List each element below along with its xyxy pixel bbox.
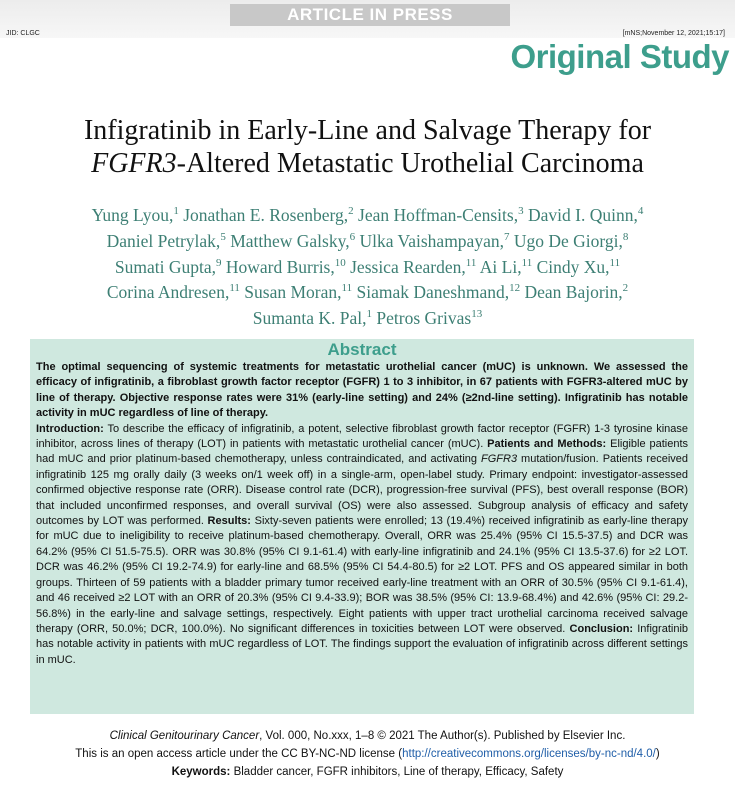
keywords-line [0, 763, 735, 781]
author-name: Howard Burris, [225, 256, 335, 277]
author-affiliation: 2 [348, 205, 354, 217]
license-line [0, 745, 735, 763]
author-name: David I. Quinn, [527, 204, 638, 225]
author-affiliation: 1 [173, 205, 179, 217]
author-name: Matthew Galsky, [230, 230, 350, 251]
author-name: Sumanta K. Pal, [252, 308, 367, 329]
author-affiliation: 8 [622, 230, 629, 243]
results-label: Results: [207, 515, 251, 528]
author-name: Cindy Xu, [536, 256, 610, 277]
license-text: This is an open access article under the CC BY-NC-ND license ( [75, 748, 403, 760]
author-affiliation: 10 [334, 256, 346, 269]
author-line [10, 252, 725, 278]
article-in-press-banner: ARTICLE IN PRESS [230, 4, 510, 26]
results-text: Sixty-seven patients were enrolled; 13 (19.4%) received infigratinib as early-line therapy for mUC due to ineligibility to receive platinum-based chemotherapy. Overall, ORR was 25.4% (95% CI 15.5-37.5) and DCR was 64.2% (95% CI 51.5-75.5). ORR was 30.8% (95% CI 9.1-61.4) with early-line infigratinib and 24.1% (95% CI 13.5-37.6) for ≥2 LOT. DCR was 46.2% (95% CI 19.2-74.9) for early-line and 68.5% (95% CI 54.4-80.5) for ≥2 LOT. PFS and OS appeared similar in both groups. Thirteen of 59 patients with a bladder primary tumor received early-line treatment with an ORR of 30.5% (95% CI 9.1-61.4), and 46 received ≥2 LOT with an ORR of 20.3% (95% CI 9.4-33.9); BOR was 38.5% (95% CI: 13.9-68.4%) and 42.6% (95% CI: 29.2-56.8%) in the early-line and salvage settings, respectively. Eight patients with upper tract urothelial carcinoma received salvage therapy (ORR, 50.0%; DCR, 100.0%). No significant differences in toxicities between LOT were observed. [36, 515, 688, 635]
abstract-body [36, 422, 688, 669]
author-name: Susan Moran, [244, 282, 342, 303]
author-affiliation: 2 [622, 282, 629, 295]
conclusion-label: Conclusion: [569, 622, 634, 635]
author-affiliation: 13 [471, 308, 483, 321]
author-affiliation: 12 [509, 282, 521, 295]
author-affiliation: 1 [366, 308, 373, 321]
title-gene: FGFR3 [91, 148, 177, 179]
title-line-2-rest: -Altered Metastatic Urothelial Carcinoma [176, 148, 644, 179]
methods-text-a: Eligible patients had mUC and prior platinum-based chemotherapy, unless contraindicated, and activating [36, 438, 689, 466]
conclusion-text: Infigratinib has notable activity in patients with mUC regardless of LOT. The findings support the evaluation of infigratinib across different settings in mUC. [36, 622, 689, 666]
author-affiliation: 3 [518, 205, 524, 217]
author-line [10, 226, 725, 252]
author-name: Siamak Daneshmand, [356, 282, 510, 303]
author-affiliation: 7 [503, 230, 510, 243]
intro-text: To describe the efficacy of infigratinib, a potent, selective fibroblast growth factor receptor (FGFR) 1-3 tyrosine kinase inhibitor, across lines of therapy (LOT) in patients with metastatic urothelial cancer (mUC). [36, 422, 688, 451]
author-name: Dean Bajorin, [524, 282, 623, 303]
citation-line [0, 727, 735, 745]
citation-details: , Vol. 000, No.xxx, 1–8 © 2021 The Author(s). Published by Elsevier Inc. [259, 730, 626, 742]
methods-gene: FGFR3 [481, 453, 518, 466]
methods-text-b: mutation/fusion. Patients received infigratinib 125 mg orally daily (3 weeks on/1 week off) in a single-arm, open-label study. Primary endpoint: investigator-assessed confirmed objective response rate (ORR). Disease control rate (DCR), progression-free survival (PFS), best overall response (BOR) that included unconfirmed responses, and overall survival (OS) were also assessed. Subgroup analysis of efficacy and safety outcomes by LOT was performed. [36, 453, 688, 528]
author-name: Corina Andresen, [106, 282, 230, 303]
author-affiliation: 6 [349, 230, 356, 243]
abstract-box [30, 339, 694, 714]
author-name: Sumati Gupta, [114, 256, 216, 277]
author-affiliation: 11 [229, 282, 240, 295]
author-affiliation: 5 [220, 230, 226, 243]
keywords-text: Bladder cancer, FGFR inhibitors, Line of therapy, Efficacy, Safety [230, 766, 564, 778]
author-name: Yung Lyou, [91, 204, 174, 225]
author-name: Jonathan E. Rosenberg, [183, 204, 349, 225]
intro-label: Introduction: [36, 422, 104, 435]
methods-label: Patients and Methods: [487, 438, 607, 451]
journal-id: JID: CLGC [6, 30, 40, 37]
article-footer [0, 727, 735, 781]
author-name: Daniel Petrylak, [106, 230, 221, 251]
author-affiliation: 4 [637, 205, 644, 217]
title-line-2 [0, 147, 735, 180]
author-affiliation: 9 [216, 256, 222, 269]
author-affiliation: 11 [341, 282, 353, 295]
author-line [10, 303, 725, 329]
journal-name: Clinical Genitourinary Cancer [109, 730, 260, 742]
section-label: Original Study [510, 38, 729, 75]
title-line-1: Infigratinib in Early-Line and Salvage Therapy for [83, 115, 652, 146]
author-name: Ugo De Giorgi, [513, 230, 623, 251]
author-affiliation: 11 [465, 256, 477, 269]
keywords-label: Keywords: [171, 766, 231, 778]
author-list [10, 200, 725, 329]
author-name: Ulka Vaishampayan, [359, 230, 504, 251]
author-name: Jean Hoffman-Censits, [358, 204, 519, 225]
abstract-summary: The optimal sequencing of systemic treatments for metastatic urothelial cancer (mUC) is unknown. We assessed the efficacy of infigratinib, a fibroblast growth factor receptor (FGFR) 1 to 3 inhibitor, in 67 patients with FGFR3-altered mUC by line of therapy. Objective response rates were 31% (early-line setting) and 24% (≥2nd-line setting). Infigratinib has notable activity in mUC regardless of line of therapy. [36, 361, 688, 420]
date-stamp: [mNS;November 12, 2021;15:17] [622, 30, 725, 37]
author-affiliation: 11 [521, 256, 533, 269]
license-close: ) [655, 748, 660, 760]
license-link[interactable]: http://creativecommons.org/licenses/by-nc-nd/4.0/ [402, 748, 656, 760]
author-name: Jessica Rearden, [350, 256, 466, 277]
author-name: Petros Grivas [376, 308, 472, 329]
abstract-heading: Abstract [327, 340, 397, 359]
author-line [10, 277, 725, 303]
author-name: Ai Li, [479, 256, 522, 277]
author-affiliation: 11 [609, 256, 621, 269]
author-line [10, 200, 725, 226]
article-title [0, 114, 735, 180]
